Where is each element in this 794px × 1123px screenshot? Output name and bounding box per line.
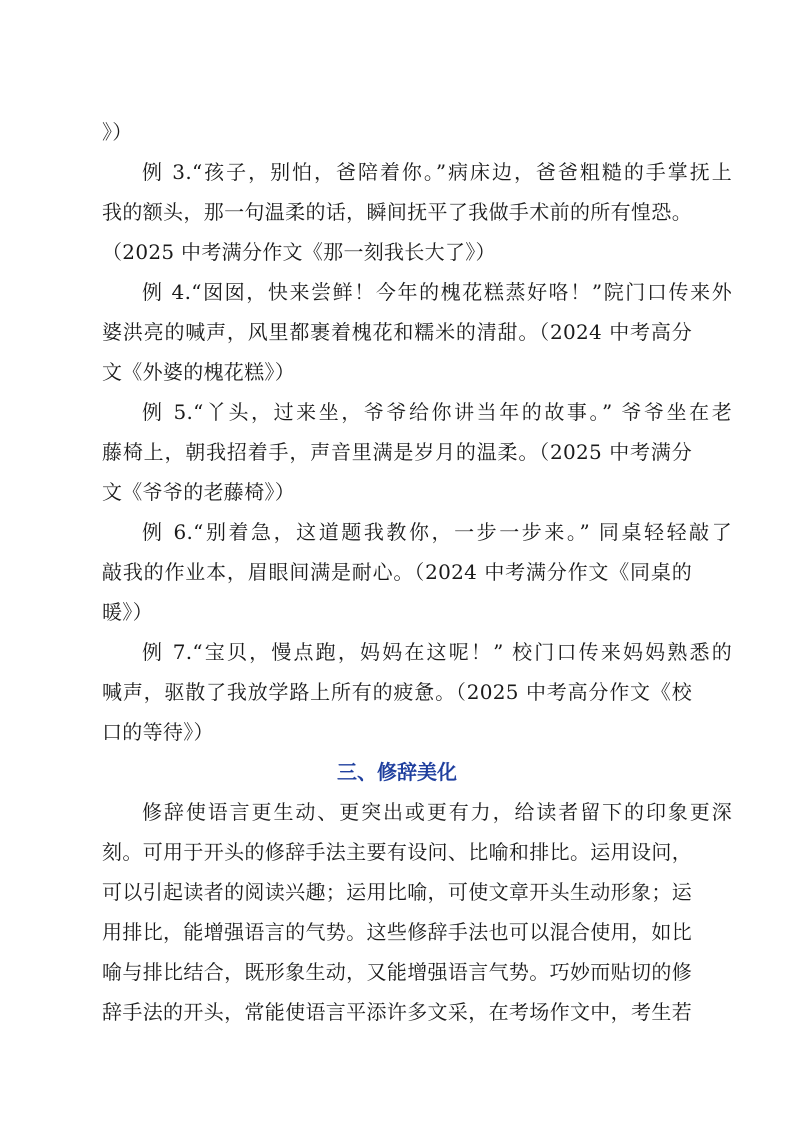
text-line: 藤椅上，朝我招着手，声音里满是岁月的温柔。（2025 中考满分 bbox=[102, 440, 692, 464]
text-line: 例 5.“丫头，过来坐，爷爷给你讲当年的故事。” 爷爷坐在老 bbox=[142, 400, 732, 424]
text-line: 口的等待》） bbox=[102, 720, 214, 744]
text-line: 文《外婆的槐花糕》） bbox=[102, 360, 295, 384]
text-line: 我的额头，那一句温柔的话，瞬间抚平了我做手术前的所有惶恐。 bbox=[102, 200, 692, 224]
text-line: 文《爷爷的老藤椅》） bbox=[102, 480, 295, 504]
text-line: 修辞使语言更生动、更突出或更有力，给读者留下的印象更深 bbox=[142, 800, 732, 824]
text-line: 例 6.“别着急，这道题我教你，一步一步来。” 同桌轻轻敲了 bbox=[142, 520, 732, 544]
text-line: 例 4.“囡囡，快来尝鲜！今年的槐花糕蒸好咯！”院门口传来外 bbox=[142, 280, 732, 304]
text-line: 可以引起读者的阅读兴趣；运用比喻，可使文章开头生动形象；运 bbox=[102, 880, 692, 904]
text-line: 喊声，驱散了我放学路上所有的疲惫。（2025 中考高分作文《校 bbox=[102, 680, 692, 704]
text-line: 婆洪亮的喊声，风里都裹着槐花和糯米的清甜。（2024 中考高分 bbox=[102, 320, 692, 344]
section-heading: 三、修辞美化 bbox=[337, 760, 457, 784]
text-line: 用排比，能增强语言的气势。这些修辞手法也可以混合使用，如比 bbox=[102, 920, 692, 944]
text-line: 喻与排比结合，既形象生动，又能增强语言气势。巧妙而贴切的修 bbox=[102, 960, 692, 984]
document-page bbox=[102, 112, 732, 1032]
text-line: 敲我的作业本，眉眼间满是耐心。（2024 中考满分作文《同桌的 bbox=[102, 560, 692, 584]
text-line: 例 3.“孩子，别怕，爸陪着你。”病床边，爸爸粗糙的手掌抚上 bbox=[142, 160, 732, 184]
body-paragraph bbox=[102, 792, 732, 1032]
examples-block bbox=[102, 112, 732, 752]
text-line: 》） bbox=[102, 120, 133, 144]
text-line: （2025 中考满分作文《那一刻我长大了》） bbox=[102, 240, 496, 264]
text-line: 刻。可用于开头的修辞手法主要有设问、比喻和排比。运用设问， bbox=[102, 840, 692, 864]
text-line: 例 7.“宝贝，慢点跑，妈妈在这呢！” 校门口传来妈妈熟悉的 bbox=[142, 640, 732, 664]
text-line: 暖》） bbox=[102, 600, 153, 624]
text-line: 辞手法的开头，常能使语言平添许多文采，在考场作文中，考生若 bbox=[102, 1000, 692, 1024]
